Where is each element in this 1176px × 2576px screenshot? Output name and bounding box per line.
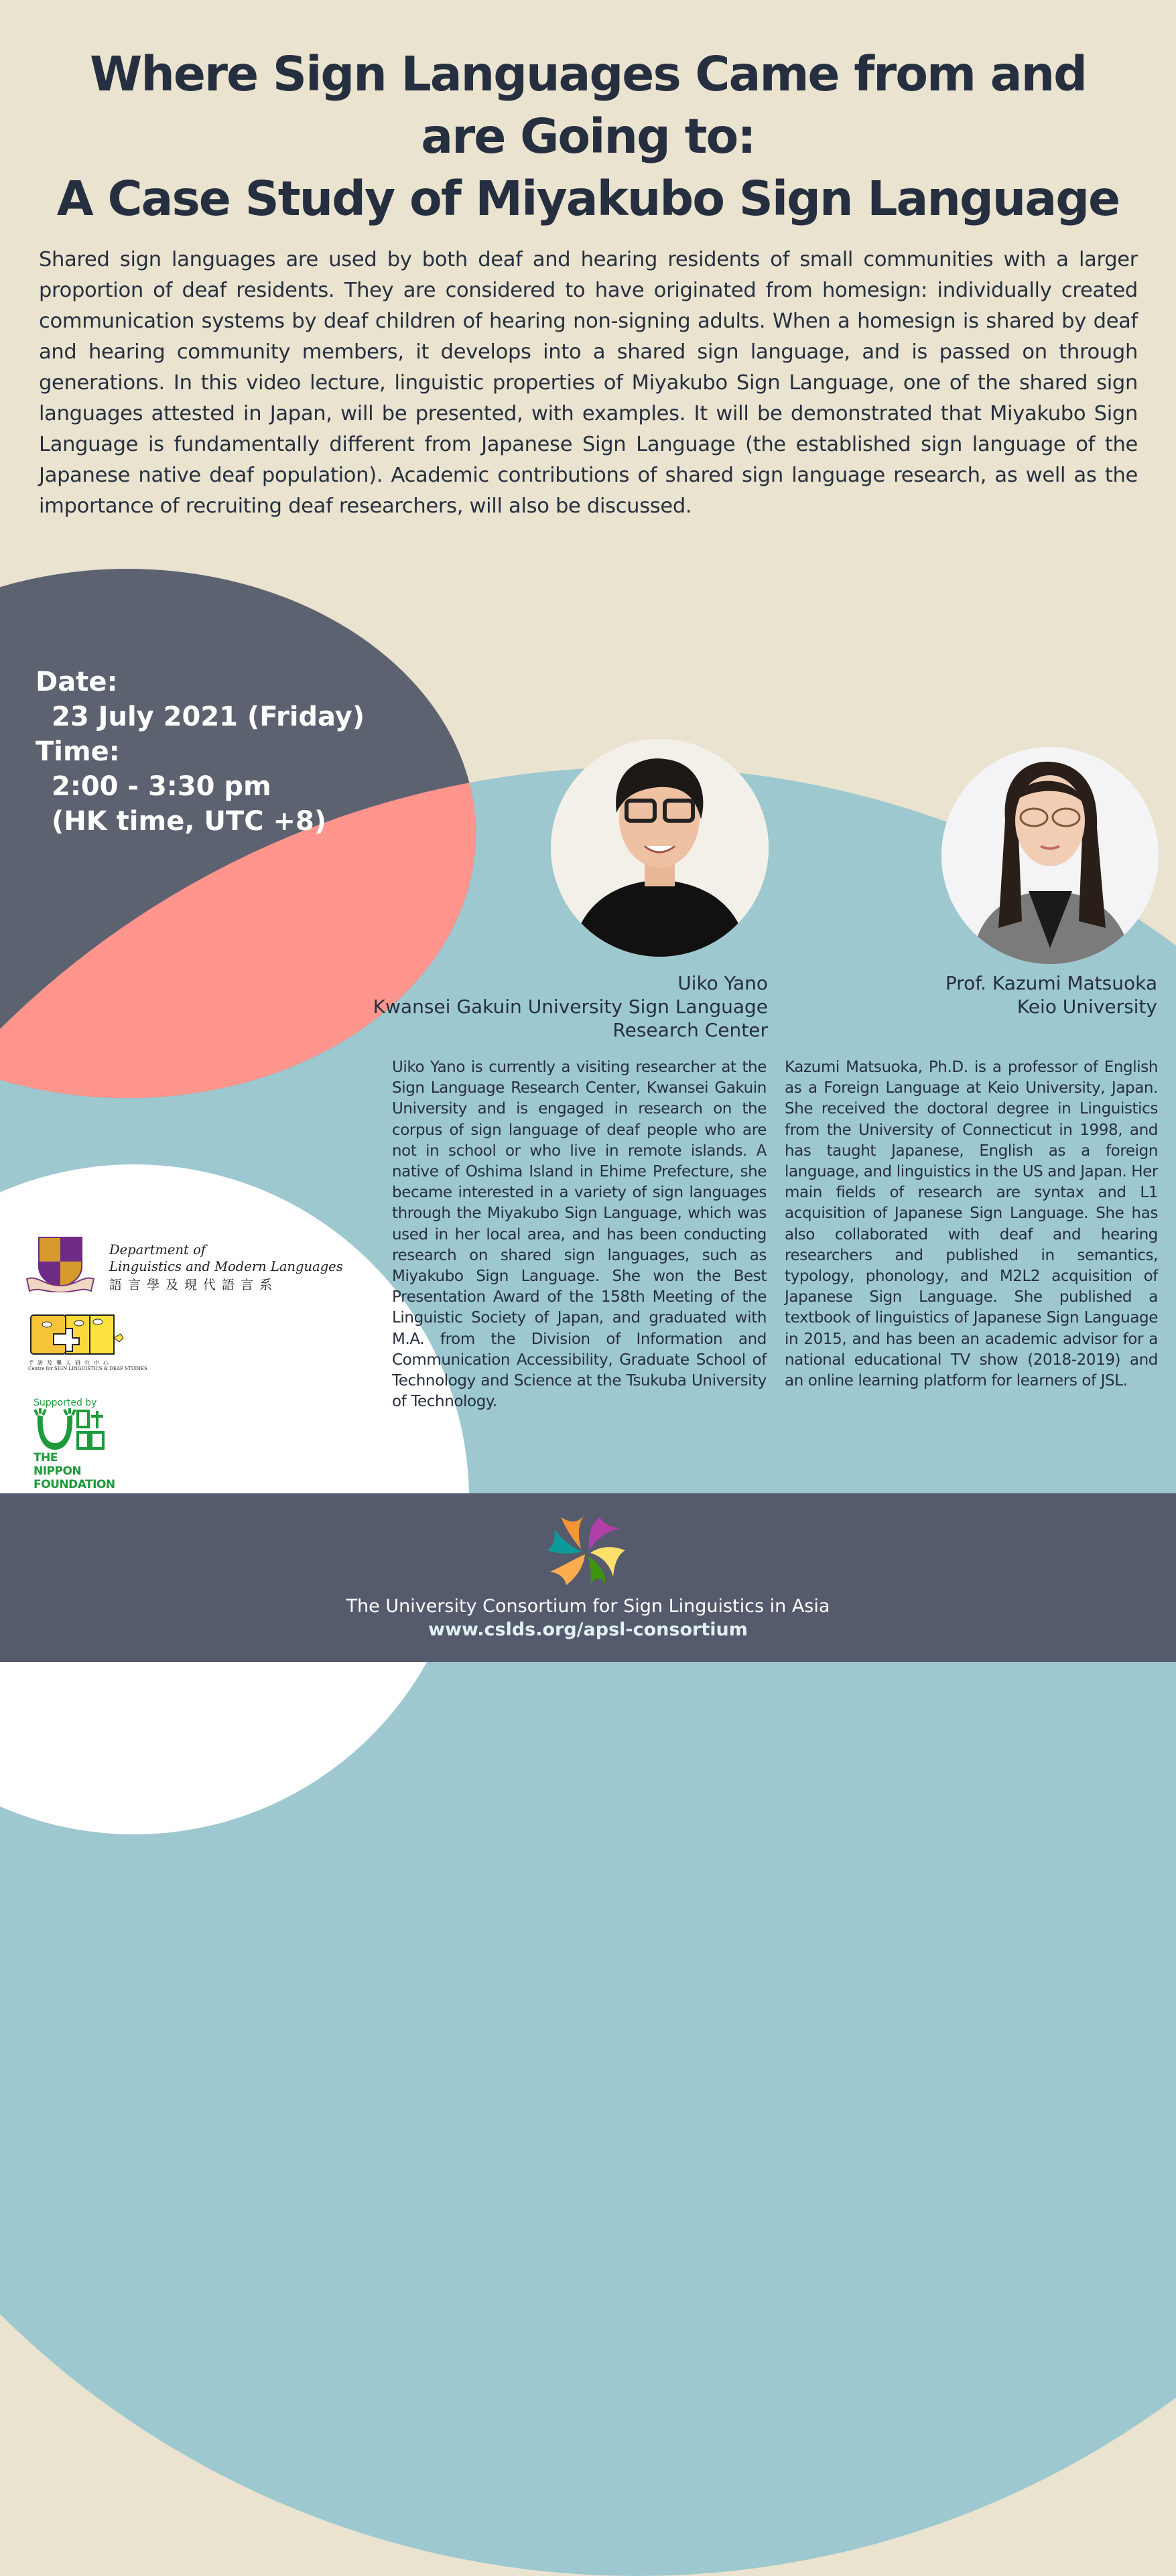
dept-name-chinese: 語言學及現代語言系 bbox=[109, 1278, 279, 1292]
nippon-foundation-logo bbox=[34, 1398, 115, 1491]
title-line-3: A Case Study of Miyakubo Sign Language bbox=[56, 171, 1120, 226]
speaker-name: Uiko Yano bbox=[677, 972, 768, 994]
speaker-bio-1: Uiko Yano is currently a visiting researcher at the Sign Language Research Center, Kwansei Gakuin University and is engaged in research on the corpus of sign language of deaf people who are not in school or who live in remote islands. A native of Oshima Island in Ehime Prefecture, she became interested in a variety of sign languages through the Miyakubo Sign Language, which was used in her local area, and has been conducting research on shared sign languages, such as Miyakubo Sign Language. She won the Best Presentation Award of the 158th Meeting of the Linguistic Society of Japan, and graduated with M.A. from the Division of Information and Communication Accessibility, Graduate School of Technology and Science at the Tsukuba University of Technology. bbox=[392, 1059, 767, 1411]
portrait-icon bbox=[941, 747, 1159, 964]
date-label: Date: bbox=[36, 667, 118, 697]
date-value: 23 July 2021 (Friday) bbox=[52, 701, 365, 732]
nippon-name-line-2: FOUNDATION bbox=[34, 1478, 115, 1491]
title-line-2: are Going to: bbox=[421, 109, 755, 164]
speaker-bio-2: Kazumi Matsuoka, Ph.D. is a professor of English as a Foreign Language at Keio University, Japan. She received the doctoral degree in Linguistics from the University of Connecticut in 1998, and has taught Japanese, English as a foreign language, and linguistics in the US and Japan. Her main fields of research are syntax and L1 acquisition of Japanese Sign Language. She has also collaborated with deaf and hearing researchers and published in semantics, typology, phonology, and M2L2 acquisition of Japanese Sign Language. She published a textbook of linguistics of Japanese Sign Language in 2015, and has been an academic advisor for a national educational TV show (2018-2019) and an online learning platform for learners of JSL. bbox=[785, 1059, 1158, 1390]
nippon-name-line-1: THE NIPPON bbox=[34, 1451, 82, 1478]
consortium-url-link[interactable]: www.cslds.org/apsl-consortium bbox=[428, 1619, 748, 1640]
dept-name-line-1: Department of bbox=[109, 1242, 206, 1258]
speaker-photo-kazumi-matsuoka bbox=[941, 747, 1159, 964]
portrait-icon bbox=[551, 739, 769, 957]
consortium-pinwheel-logo-icon bbox=[546, 1510, 630, 1587]
dept-name-line-2: Linguistics and Modern Languages bbox=[109, 1259, 343, 1274]
speaker-heading-1 bbox=[335, 971, 768, 1042]
supported-by-label: Supported by bbox=[34, 1398, 97, 1408]
event-details bbox=[36, 665, 365, 839]
cuhk-crest-icon bbox=[24, 1235, 96, 1292]
speaker-affiliation: Keio University bbox=[1017, 996, 1157, 1018]
speaker-photo-uiko-yano bbox=[551, 739, 769, 957]
dept-name bbox=[109, 1241, 343, 1275]
page-title bbox=[27, 43, 1149, 230]
time-value: 2:00 - 3:30 pm bbox=[52, 771, 271, 802]
speaker-name: Prof. Kazumi Matsuoka bbox=[945, 972, 1157, 994]
cslds-logo-icon bbox=[27, 1311, 127, 1358]
speaker-heading-2 bbox=[871, 971, 1157, 1018]
nippon-face-icon bbox=[34, 1408, 105, 1451]
timezone-value: (HK time, UTC +8) bbox=[52, 806, 327, 837]
cslds-name-chinese: 手語及聾人研究中心 bbox=[28, 1360, 113, 1366]
speaker-affiliation: Kwansei Gakuin University Sign Language bbox=[373, 996, 768, 1018]
abstract-paragraph: Shared sign languages are used by both deaf and hearing residents of small communities with a larger proportion of deaf residents. They are considered to have originated from homesign: individually created communication systems by deaf children of hearing non-signing adults. When a homesign is shared by deaf and hearing community members, it develops into a shared sign language, and is passed on through generations. In this video lecture, linguistic properties of Miyakubo Sign Language, one of the shared sign languages attested in Japan, will be presented, with examples. It will be demonstrated that Miyakubo Sign Language is fundamentally different from Japanese Sign Language (the established sign language of the Japanese native deaf population). Academic contributions of shared sign language research, as well as the importance of recruiting deaf researchers, will also be discussed. bbox=[39, 248, 1138, 518]
speaker-affiliation: Research Center bbox=[612, 1019, 768, 1041]
title-line-1: Where Sign Languages Came from and bbox=[90, 46, 1086, 102]
consortium-name: The University Consortium for Sign Linguistics in Asia bbox=[346, 1596, 830, 1617]
cslds-name-english: Centre for SIGN LINGUISTICS & DEAF STUDIES bbox=[28, 1366, 147, 1371]
time-label: Time: bbox=[36, 736, 120, 767]
